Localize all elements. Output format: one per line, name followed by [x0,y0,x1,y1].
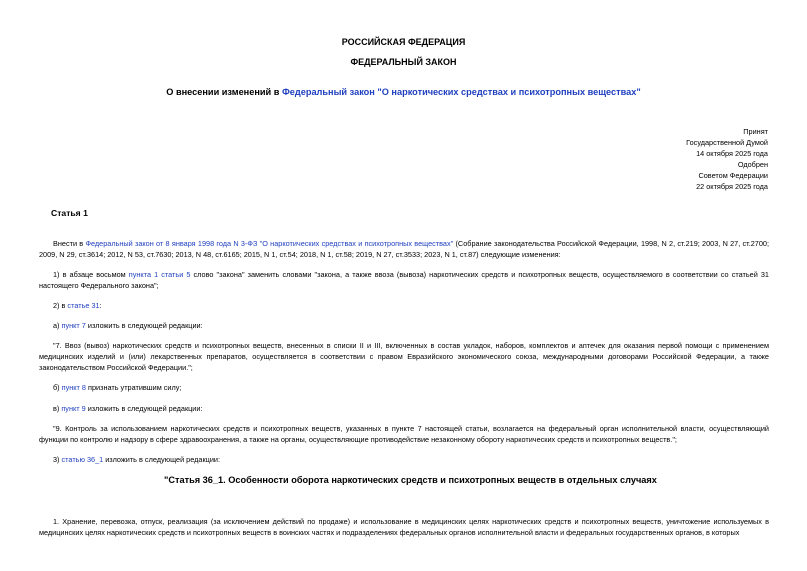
item-2-prefix: 2) в [53,301,68,310]
adoption-council: Советом Федерации [698,170,768,180]
item-2v-suffix: изложить в следующей редакции: [85,404,203,413]
item-1-prefix: 1) в абзаце восьмом [53,270,129,279]
item-1 [39,269,769,291]
item-3-link[interactable]: статью 36_1 [61,455,104,464]
adoption-duma-date: 14 октября 2025 года [696,148,768,158]
adoption-accepted: Принят [743,127,768,136]
intro-prefix: Внести в [53,239,86,248]
article-36-1-paragraph-1: 1. Хранение, перевозка, отпуск, реализация (за исключением действий по продаже) и использование в медицинских целях наркотических средств и психотропных веществ, уничтожение используемых в медицинских целях наркотических средств и психотропных веществ в воинских частях и подразделениях федеральных органов исполнительной власти и федеральных государственных органов, в которых [39,517,769,538]
item-2v-link[interactable]: пункт 9 [61,404,86,413]
law-title-link[interactable]: Федеральный закон "О наркотических средствах и психотропных веществах" [281,87,641,97]
item-2 [39,300,769,311]
quote-point-7: "7. Ввоз (вывоз) наркотических средств и психотропных веществ, внесенных в списки II и III, включенных в состав укладок, наборов, комплектов и аптечек для оказания первой помощи с применением медицинских изделий и (или) лекарственных препаратов, осуществляется в соответствии с правом Евразийского экономического союза, международными договорами Российской Федерации, а также законодательством Российской Федерации."; [39,341,769,373]
adoption-duma: Государственной Думой [686,137,768,147]
item-3-suffix: изложить в следующей редакции: [103,455,221,464]
item-2v-prefix: в) [53,404,62,413]
item-2v [39,403,769,414]
law-title [0,86,807,98]
law-type-heading: ФЕДЕРАЛЬНЫЙ ЗАКОН [350,57,457,67]
item-2b-link[interactable]: пункт 8 [61,383,86,392]
item-2b-prefix: б) [53,383,62,392]
item-2a-link[interactable]: пункт 7 [61,321,86,330]
item-1-link[interactable]: пункта 1 статьи 5 [128,270,191,279]
adoption-block [686,127,768,192]
adoption-council-date: 22 октября 2025 года [696,181,768,191]
article-1-intro [39,238,769,260]
item-3-prefix: 3) [53,455,62,464]
item-2b [39,382,769,393]
item-1-suffix: слово "закона" заменить словами "закона, а также ввоза (вывоза) наркотических средств и психотропных веществ, осуществляемого в соответствии со статьей 31 настоящего Федерального закона"; [39,270,769,291]
item-2b-suffix: признать утратившим силу; [85,383,182,392]
item-3 [39,454,769,465]
intro-suffix: (Собрание законодательства Российской Федерации, 1998, N 2, ст.219; 2003, N 27, ст.2700; 2009, N 29, ст.3614; 2012, N 53, ст.7630; 2013, N 48, ст.6165; 2015, N 1, ст.54; 2018, N 1, ст.58; 2019, N 27, ст.3533; 2023, N 1, ст.87) следующие изменения: [39,239,769,260]
article-1-heading: Статья 1 [51,208,88,218]
item-2a-prefix: а) [53,321,62,330]
quote-point-9: "9. Контроль за использованием наркотических средств и психотропных веществ, указанных в пункте 7 настоящей статьи, возлагается на федеральный орган исполнительной власти, осуществляющий функции по контролю и надзору в сфере здравоохранения, а также на органы, осуществляющие противодействие незаконному обороту наркотических средств и психотропных веществ."; [39,424,769,445]
item-2a-suffix: изложить в следующей редакции: [85,321,203,330]
law-title-prefix: О внесении изменений в [166,87,282,97]
article-36-1-heading: "Статья 36_1. Особенности оборота наркотических средств и психотропных веществ в отдельных случаях [164,475,657,485]
federation-heading: РОССИЙСКАЯ ФЕДЕРАЦИЯ [341,37,466,47]
item-2-suffix: : [99,301,102,310]
item-2-link[interactable]: статье 31 [67,301,100,310]
item-2a [39,320,769,331]
adoption-approved: Одобрен [737,159,768,169]
intro-law-link[interactable]: Федеральный закон от 8 января 1998 года N 3-ФЗ "О наркотических средствах и психотропных веществах" [85,239,454,248]
